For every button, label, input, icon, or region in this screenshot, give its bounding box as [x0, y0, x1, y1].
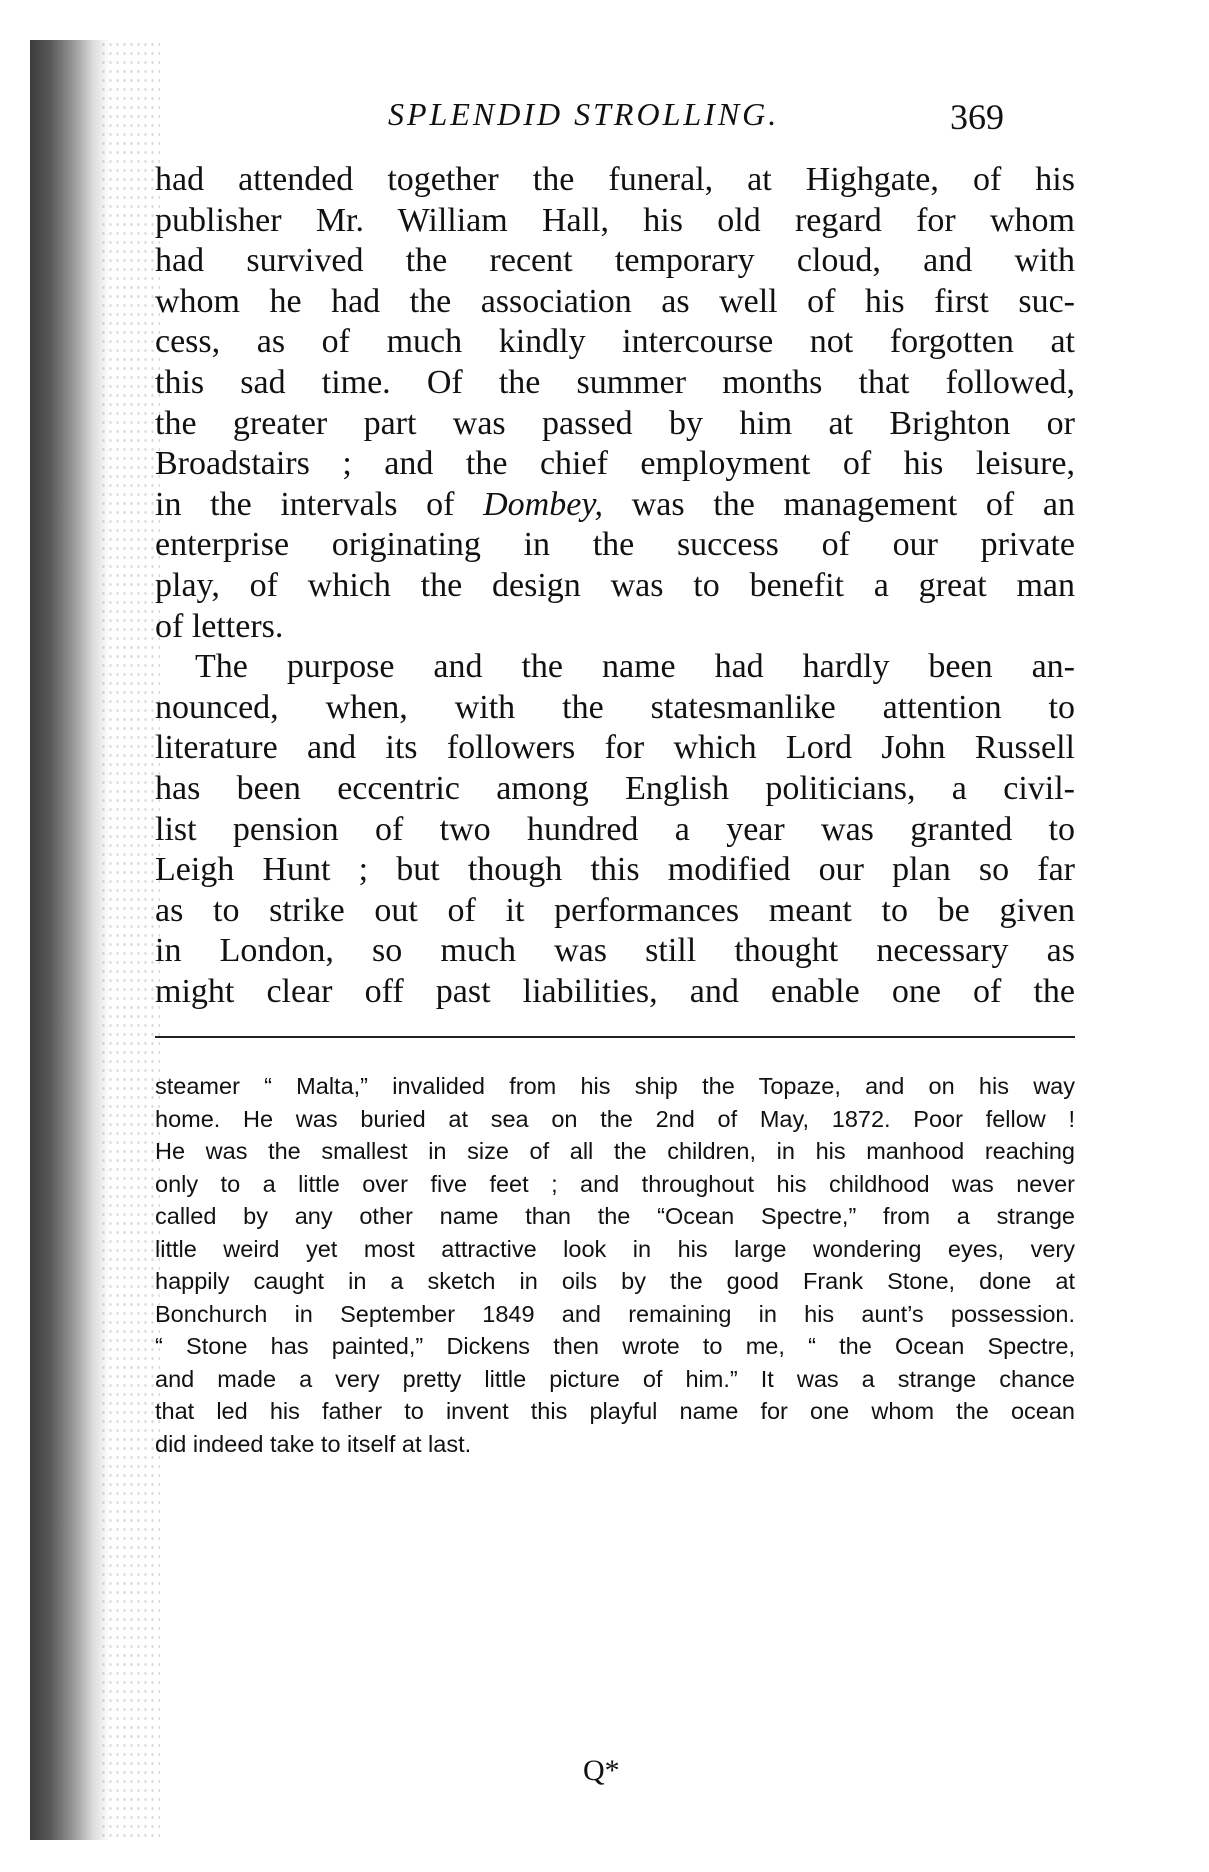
text-line: list pension of two hundred a year was granted to — [155, 810, 1075, 848]
text-line: literature and its followers for which Lord John Russell — [155, 729, 1075, 767]
footnote-line: steamer “ Malta,” invalided from his ship the Topaze, and on his way — [155, 1073, 1075, 1099]
text-line: had survived the recent temporary cloud, and with — [155, 242, 1075, 280]
text-line: had attended together the funeral, at Highgate, of his — [155, 161, 1075, 198]
text-line: nounced, when, with the statesmanlike attention to — [155, 688, 1075, 726]
text-line: the greater part was passed by him at Brighton or — [155, 404, 1075, 442]
text-line: Broadstairs ; and the chief employment of his leisure, — [155, 445, 1075, 483]
text-line: in London, so much was still thought necessary as — [155, 932, 1075, 970]
signature-mark: Q* — [583, 1754, 620, 1787]
footnote-line: and made a very pretty little picture of him.” It was a strange chance — [155, 1365, 1075, 1392]
footnote-line: “ Stone has painted,” Dickens then wrote to me, “ the Ocean Spectre, — [155, 1333, 1075, 1359]
footnote-line: called by any other name than the “Ocean Spectre,” from a strange — [155, 1203, 1075, 1229]
text-segment: in the intervals of — [155, 485, 455, 523]
footnote-line: did indeed take to itself at last. — [155, 1430, 472, 1457]
footnote — [155, 1070, 1075, 1460]
text-line: publisher Mr. William Hall, his old regard for whom — [155, 201, 1075, 239]
text-line: play, of which the design was to benefit a great man — [155, 566, 1075, 604]
text-segment: was the management of an — [631, 485, 1075, 523]
text-line: whom he had the association as well of his first suc- — [155, 282, 1075, 320]
italic-title: Dombey, — [483, 485, 604, 523]
text-line: of letters. — [155, 607, 284, 645]
footnote-rule — [155, 1036, 1075, 1038]
text-line: this sad time. Of the summer months that followed, — [155, 363, 1075, 401]
text-line: as to strike out of it performances meant to be given — [155, 891, 1075, 929]
footnote-line: that led his father to invent this playful name for one whom the ocean — [155, 1398, 1075, 1424]
footnote-line: only to a little over five feet ; and throughout his childhood was never — [155, 1170, 1075, 1197]
footnote-line: He was the smallest in size of all the children, in his manhood reaching — [155, 1138, 1075, 1164]
text-line: Leigh Hunt ; but though this modified our plan so far — [155, 851, 1075, 889]
page-gutter-shadow — [30, 40, 110, 1840]
text-line: cess, as of much kindly intercourse not forgotten at — [155, 323, 1075, 361]
text-line: enterprise originating in the success of our private — [155, 526, 1075, 564]
running-title: SPLENDID STROLLING. — [388, 96, 780, 132]
text-line: has been eccentric among English politicians, a civil- — [155, 769, 1075, 807]
footnote-line: home. He was buried at sea on the 2nd of May, 1872. Poor fellow ! — [155, 1105, 1075, 1132]
page-number: 369 — [950, 97, 1004, 137]
text-line — [155, 485, 1075, 526]
footnote-line: Bonchurch in September 1849 and remaining in his aunt’s possession. — [155, 1300, 1075, 1327]
footnote-line: little weird yet most attractive look in his large wondering eyes, very — [155, 1235, 1075, 1262]
main-text — [155, 160, 1075, 1012]
text-line: might clear off past liabilities, and enable one of the — [155, 972, 1075, 1010]
text-line: The purpose and the name had hardly been an- — [195, 648, 1075, 686]
page-gutter-speckle — [100, 40, 160, 1840]
footnote-line: happily caught in a sketch in oils by the good Frank Stone, done at — [155, 1268, 1075, 1294]
